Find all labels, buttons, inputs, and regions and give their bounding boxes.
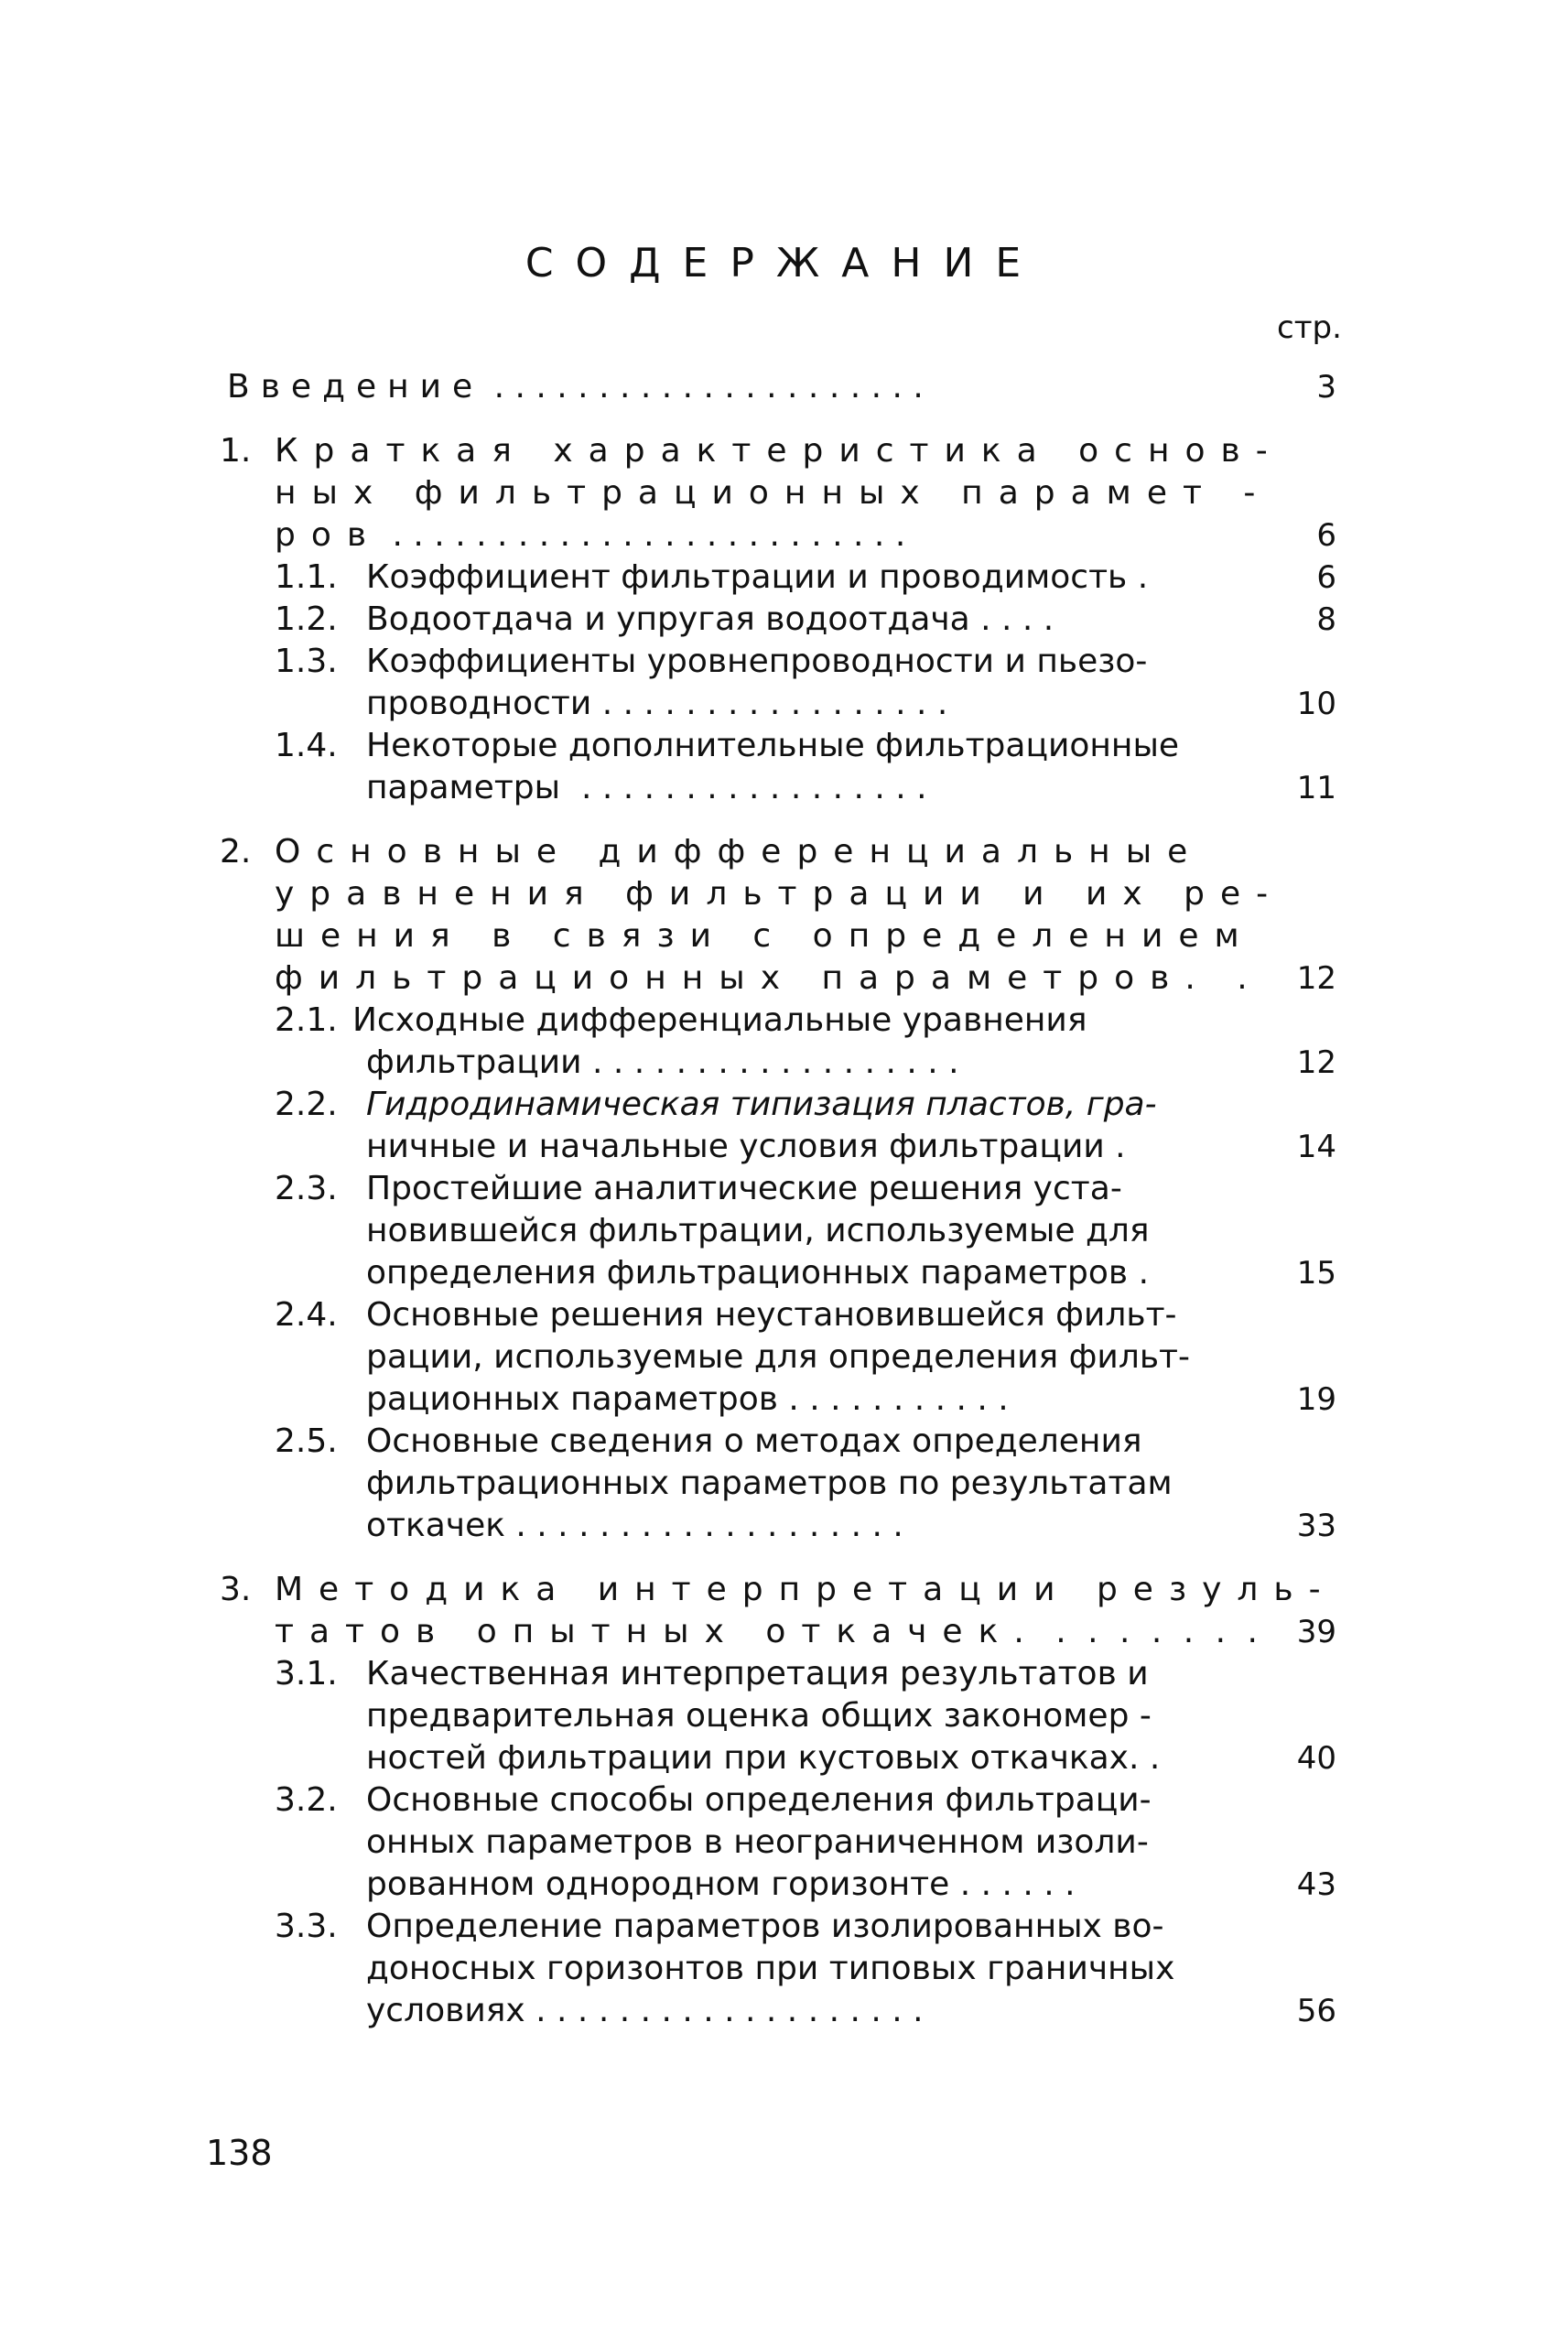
toc-s1-line3: ров . . . . . . . . . . . . . . . . . . . . . . . . . bbox=[275, 516, 906, 554]
toc-s2-page: 12 bbox=[1296, 960, 1336, 997]
toc-s2-4-text3: рационных параметров . . . . . . . . . . . bbox=[366, 1380, 1009, 1418]
toc-s3-line1: Методика интерпретации резуль- bbox=[275, 1571, 1336, 1608]
toc-s2-3-text2: новившейся фильтрации, используемые для bbox=[366, 1212, 1150, 1249]
toc-s1-3-page: 10 bbox=[1296, 686, 1336, 722]
toc-s2-5-text3: откачек . . . . . . . . . . . . . . . . . . . bbox=[366, 1507, 903, 1544]
toc-s2-1-num: 2.1. bbox=[275, 1001, 338, 1039]
toc-s1-page: 6 bbox=[1316, 517, 1336, 554]
toc-s3-1-page: 40 bbox=[1296, 1740, 1336, 1777]
toc-s1-2-num: 1.2. bbox=[275, 600, 338, 638]
toc-s1-1-num: 1.1. bbox=[275, 558, 338, 596]
toc-s2-3-page: 15 bbox=[1296, 1255, 1336, 1292]
toc-s3-2-page: 43 bbox=[1296, 1866, 1336, 1903]
toc-s1-1-page: 6 bbox=[1316, 559, 1336, 596]
toc-s3-page: 39 bbox=[1296, 1614, 1336, 1650]
toc-s3-3-text3: условиях . . . . . . . . . . . . . . . . . . . bbox=[366, 1992, 924, 2029]
toc-s1-2-text: Водоотдача и упругая водоотдача . . . . bbox=[366, 600, 1054, 638]
toc-s2-2-num: 2.2. bbox=[275, 1086, 338, 1123]
toc-s1-4-text2: параметры . . . . . . . . . . . . . . . . . bbox=[366, 769, 927, 806]
toc-s1-2-page: 8 bbox=[1316, 601, 1336, 638]
toc-s2-2-page: 14 bbox=[1296, 1129, 1336, 1165]
toc-s2-1-text1: Исходные дифференциальные уравнения bbox=[352, 1001, 1087, 1039]
toc-s2-4-page: 19 bbox=[1296, 1381, 1336, 1418]
toc-s2-line1: Основные дифференциальные bbox=[275, 833, 1204, 871]
toc-s3-3-page: 56 bbox=[1296, 1993, 1336, 2029]
toc-s1-1-text: Коэффициент фильтрации и проводимость . bbox=[366, 558, 1149, 596]
toc-s3-1-num: 3.1. bbox=[275, 1655, 338, 1692]
toc-s3-3-text1: Определение параметров изолированных во- bbox=[366, 1908, 1164, 1945]
toc-s3-num: 3. bbox=[220, 1571, 252, 1608]
toc-s3-2-text2: онных параметров в неограниченном изоли- bbox=[366, 1823, 1149, 1861]
toc-s2-2-text2: ничные и начальные условия фильтрации . bbox=[366, 1128, 1126, 1165]
page-title: СОДЕРЖАНИЕ bbox=[524, 240, 1044, 287]
toc-s3-line2: татов опытных откачек. . . . . . . . bbox=[275, 1613, 1263, 1650]
toc-s3-2-text3: рованном однородном горизонте . . . . . . bbox=[366, 1865, 1076, 1903]
toc-s1-3-text2: проводности . . . . . . . . . . . . . . . . . bbox=[366, 685, 948, 722]
toc-s3-1-text1: Качественная интерпретация результатов и bbox=[366, 1655, 1149, 1692]
toc-s2-line3: шения в связи с определением bbox=[275, 917, 1255, 955]
toc-s2-3-text1: Простейшие аналитические решения уста- bbox=[366, 1170, 1122, 1207]
toc-s2-5-num: 2.5. bbox=[275, 1422, 338, 1460]
toc-intro-page: 3 bbox=[1316, 369, 1336, 406]
toc-s2-3-num: 2.3. bbox=[275, 1170, 338, 1207]
toc-s3-1-text3: ностей фильтрации при кустовых откачках. . bbox=[366, 1739, 1161, 1777]
toc-s2-line4: фильтрационных параметров. . bbox=[275, 959, 1263, 997]
page-number: 138 bbox=[206, 2133, 273, 2173]
toc-s2-num: 2. bbox=[220, 833, 252, 871]
toc-s2-4-text2: рации, используемые для определения фильт- bbox=[366, 1338, 1190, 1376]
toc-s1-4-num: 1.4. bbox=[275, 727, 338, 764]
toc-intro: Введение . . . . . . . . . . . . . . . . . . . . . bbox=[227, 368, 924, 406]
page-column-header: стр. bbox=[1277, 309, 1342, 346]
toc-s2-4-num: 2.4. bbox=[275, 1296, 338, 1334]
toc-s2-5-text1: Основные сведения о методах определения bbox=[366, 1422, 1142, 1460]
toc-s1-line2: ных фильтрационных парамет - bbox=[275, 474, 1271, 512]
toc-s2-2-text1: Гидродинамическая типизация пластов, гра- bbox=[366, 1086, 1157, 1123]
toc-s3-3-num: 3.3. bbox=[275, 1908, 338, 1945]
toc-s3-3-text2: доносных горизонтов при типовых граничных bbox=[366, 1950, 1175, 1987]
toc-s1-4-text1: Некоторые дополнительные фильтрационные bbox=[366, 727, 1180, 764]
toc-s1-num: 1. bbox=[220, 432, 252, 470]
toc-s2-1-text2: фильтрации . . . . . . . . . . . . . . . . . . bbox=[366, 1044, 959, 1081]
toc-s3-2-text1: Основные способы определения фильтраци- bbox=[366, 1781, 1152, 1819]
toc-s3-1-text2: предварительная оценка общих закономер - bbox=[366, 1697, 1152, 1735]
toc-s2-1-page: 12 bbox=[1296, 1044, 1336, 1081]
toc-s1-4-page: 11 bbox=[1296, 770, 1336, 806]
toc-s2-3-text3: определения фильтрационных параметров . bbox=[366, 1254, 1150, 1292]
toc-s1-3-text1: Коэффициенты уровнепроводности и пьезо- bbox=[366, 643, 1148, 680]
toc-s1-3-num: 1.3. bbox=[275, 643, 338, 680]
toc-s2-4-text1: Основные решения неустановившейся фильт- bbox=[366, 1296, 1177, 1334]
toc-s1-line1: Краткая характеристика основ- bbox=[275, 432, 1283, 470]
toc-s2-5-page: 33 bbox=[1296, 1508, 1336, 1544]
toc-s2-line2: уравнения фильтрации и их ре- bbox=[275, 875, 1284, 913]
toc-s3-2-num: 3.2. bbox=[275, 1781, 338, 1819]
toc-s2-5-text2: фильтрационных параметров по результатам bbox=[366, 1465, 1173, 1502]
